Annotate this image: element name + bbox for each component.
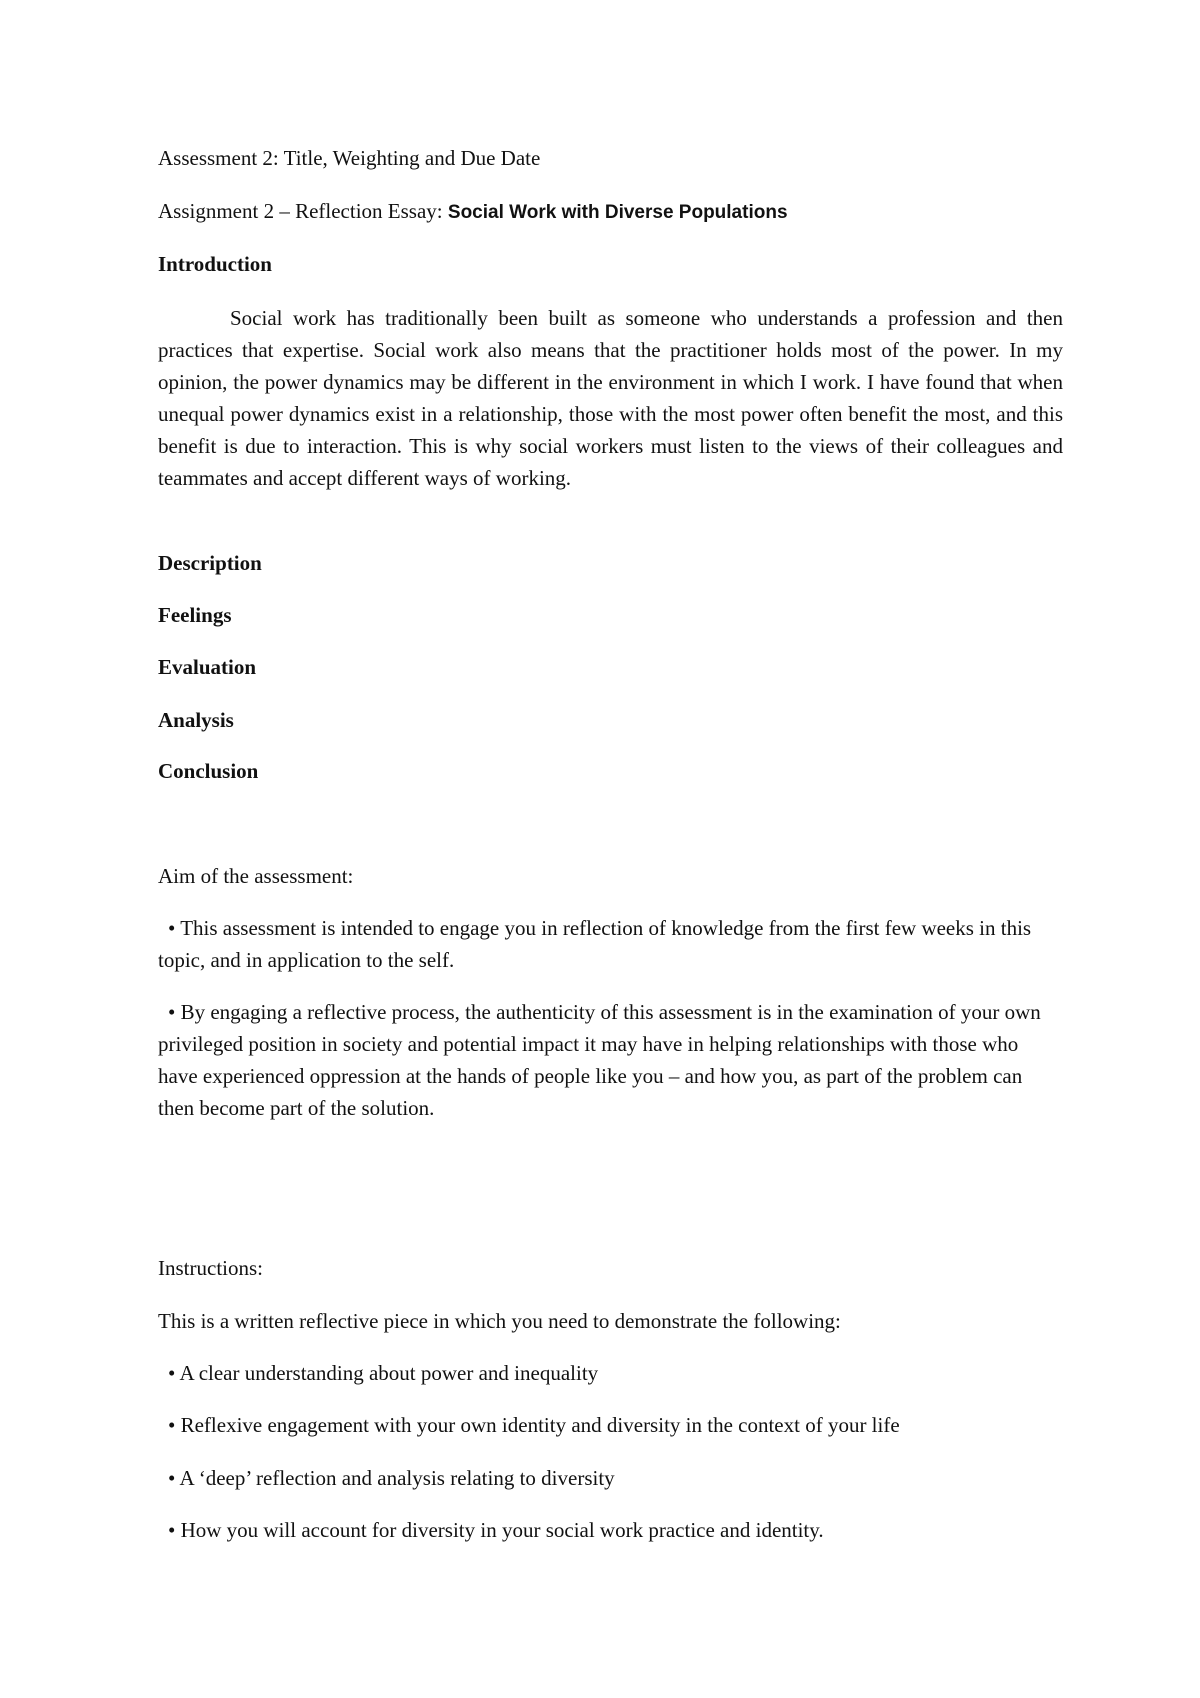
introduction-text: Social work has traditionally been built as someone who understands a profession and then practices that expertise. Social work also means that the practitioner holds most of the power. In my opinion, the power dynamics may be different in the environment in which I work. I have found that when unequal power dynamics exist in a relationship, those with the most power often benefit the most, and this benefit is due to interaction. This is why social workers must listen to the views of their colleagues and teammates and accept different ways of working. — [158, 306, 1063, 490]
assignment-line — [158, 199, 788, 224]
aim-bullet-1-text: • This assessment is intended to engage you in reflection of knowledge from the first few weeks in this topic, and in application to the self. — [158, 916, 1032, 972]
instruction-item: • A ‘deep’ reflection and analysis relating to diversity — [168, 1466, 615, 1490]
instruction-item: • How you will account for diversity in your social work practice and identity. — [168, 1518, 824, 1542]
aim-bullet-2 — [158, 996, 1063, 1124]
aim-bullet-1 — [158, 912, 1063, 976]
aim-bullet-2-text: • By engaging a reflective process, the authenticity of this assessment is in the examination of your own privileged position in society and potential impact it may have in helping relationships with those who have experienced oppression at the hands of people like you – and how you, as part of the problem can then become part of the solution. — [158, 1000, 1041, 1120]
aim-heading: Aim of the assessment: — [158, 864, 354, 888]
assignment-title: Social Work with Diverse Populations — [447, 202, 788, 223]
introduction-paragraph — [158, 302, 1063, 494]
analysis-heading: Analysis — [158, 708, 234, 732]
instructions-heading: Instructions: — [158, 1256, 263, 1280]
assignment-prefix: Assignment 2 – Reflection Essay: — [158, 199, 448, 223]
evaluation-heading: Evaluation — [158, 655, 257, 679]
instructions-intro: This is a written reflective piece in which you need to demonstrate the following: — [158, 1309, 841, 1333]
introduction-heading: Introduction — [158, 252, 272, 276]
instruction-item: • Reflexive engagement with your own identity and diversity in the context of your life — [168, 1413, 900, 1437]
instruction-item: • A clear understanding about power and inequality — [168, 1361, 599, 1385]
assessment-heading: Assessment 2: Title, Weighting and Due Date — [158, 146, 541, 170]
feelings-heading: Feelings — [158, 603, 232, 627]
conclusion-heading: Conclusion — [158, 759, 259, 783]
description-heading: Description — [158, 551, 262, 575]
